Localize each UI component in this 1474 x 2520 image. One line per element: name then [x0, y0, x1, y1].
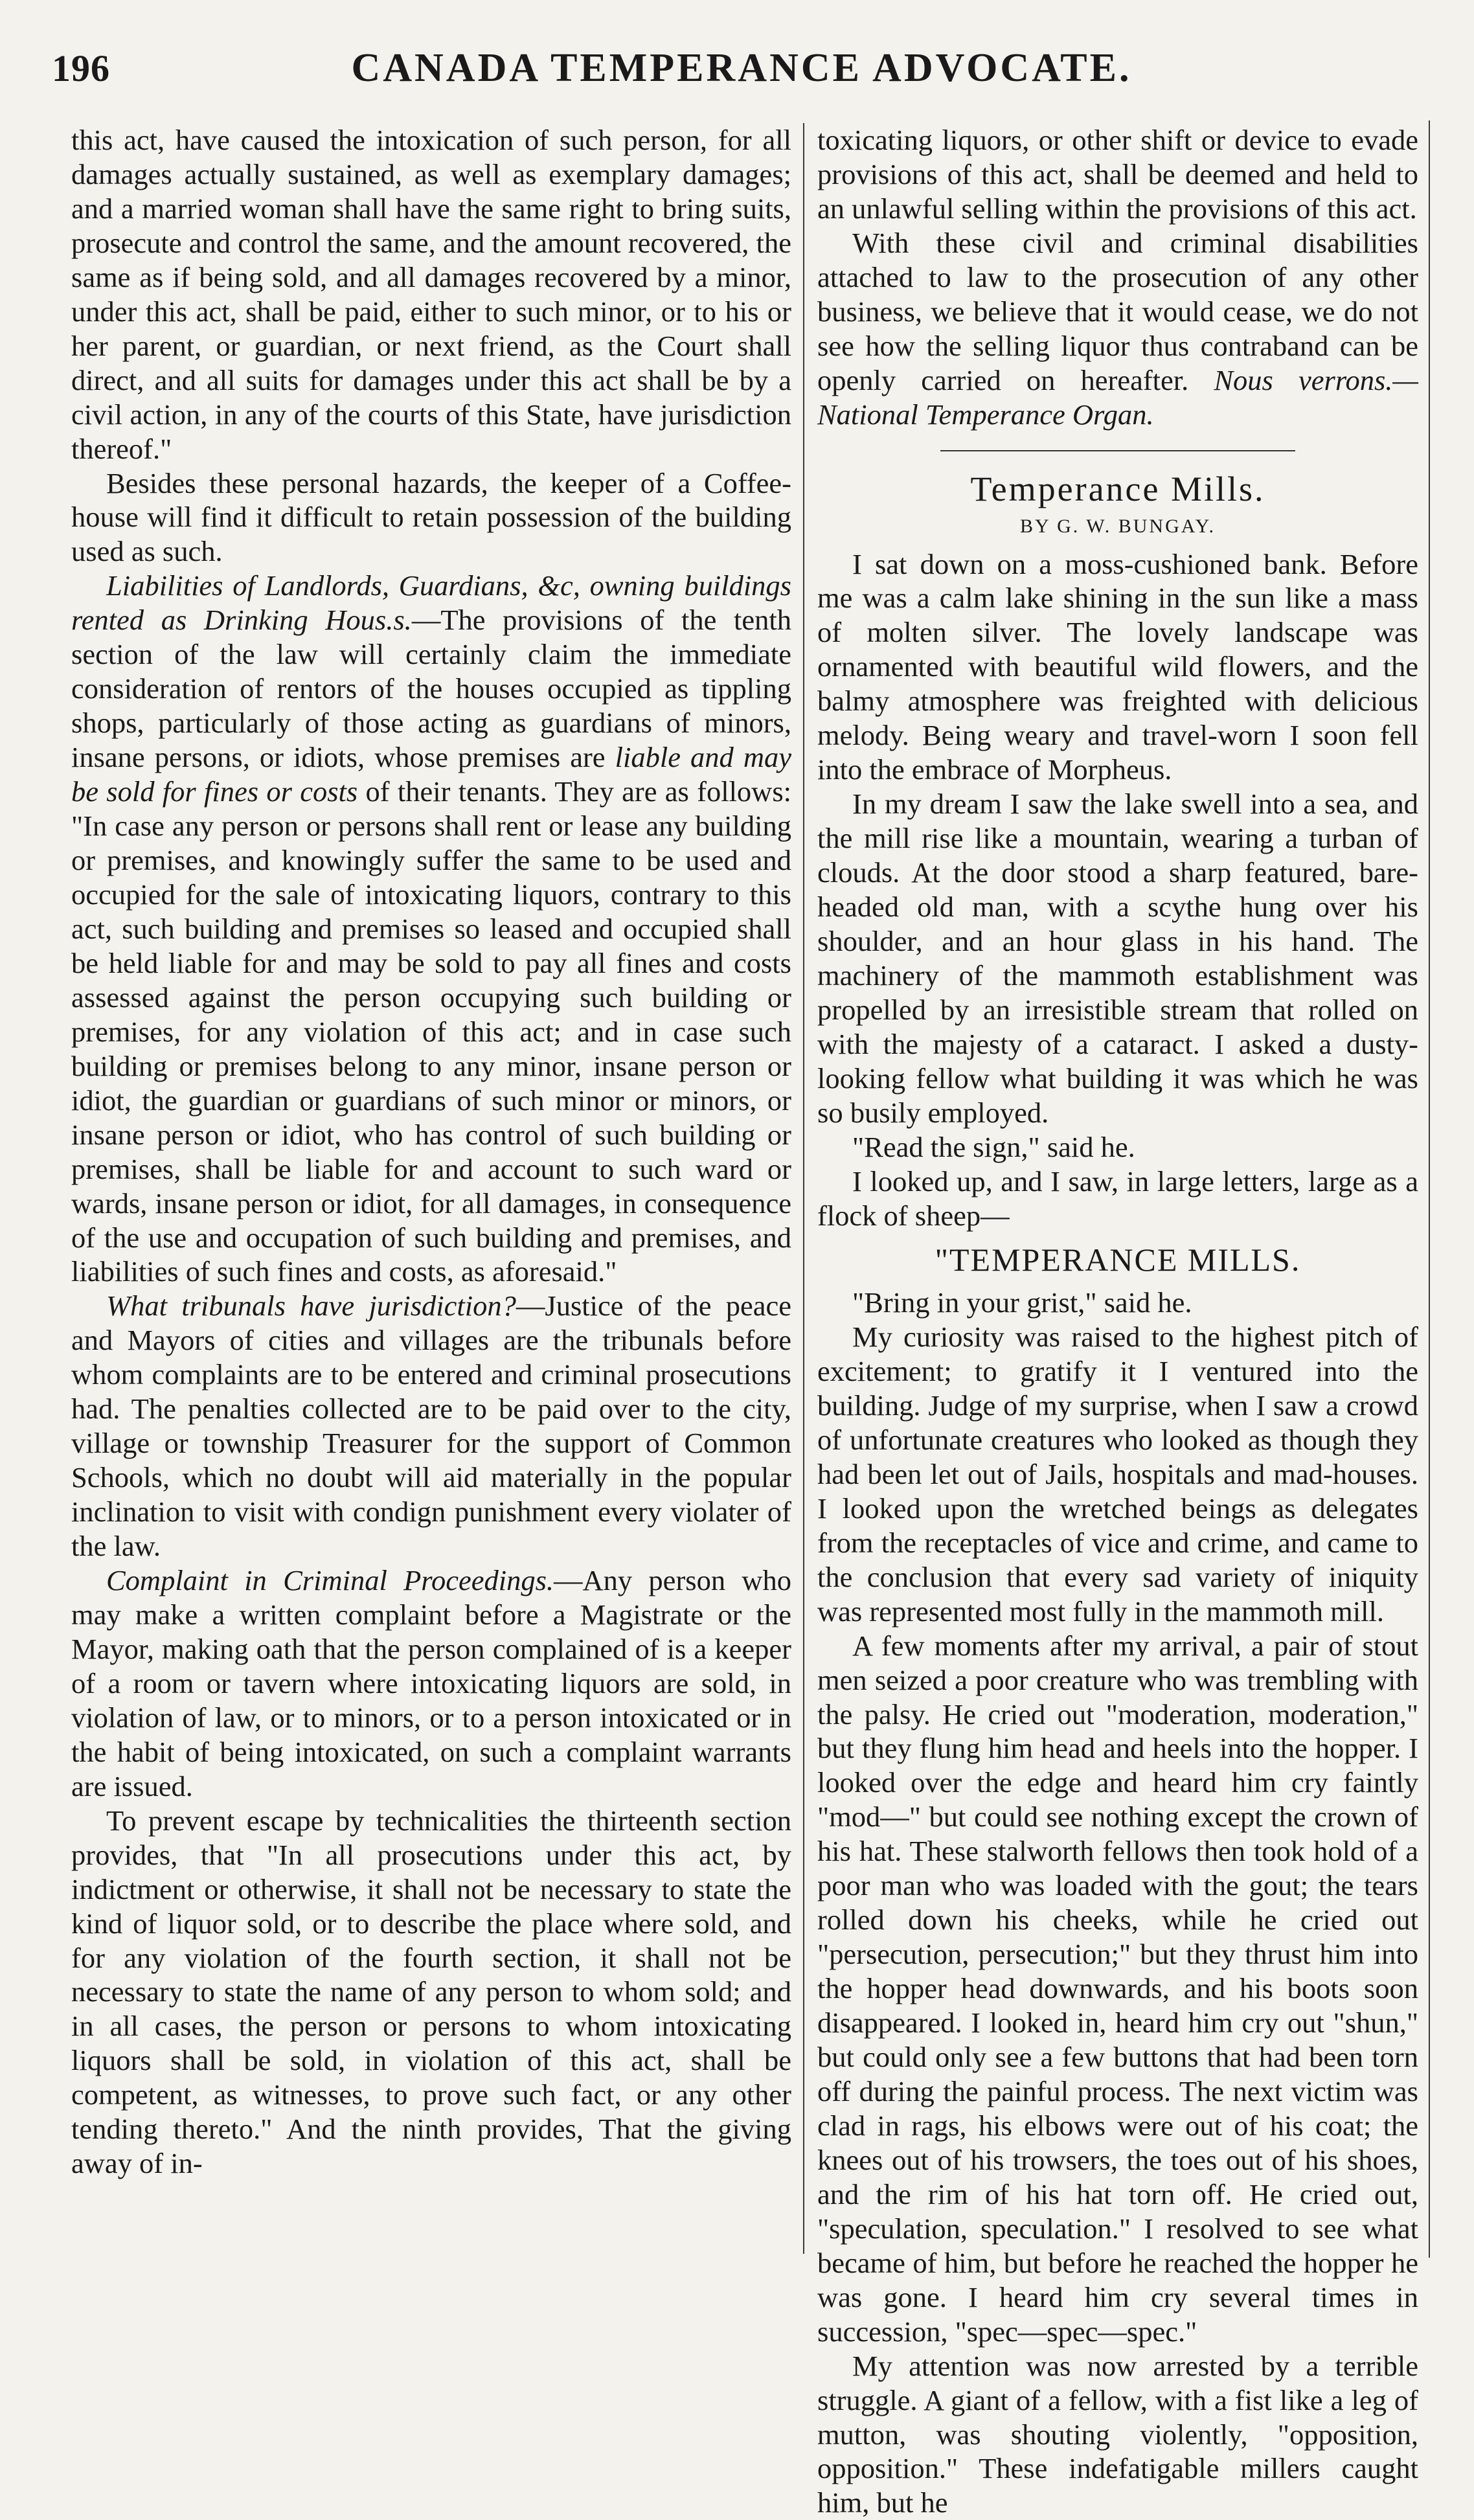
source-signature: Nous verrons.—National Temperance Organ.	[817, 363, 1418, 431]
paragraph-text: —The provisions of the tenth section of the law will certainly claim the immediate consideration of rentors of the houses occupied as tippling shops, particularly of those acting as guardians of minors, insane persons, or idiots, whose premises are	[71, 604, 791, 774]
left-column	[71, 123, 791, 2254]
section-heading: What tribunals have jurisdiction?	[106, 1289, 516, 1322]
mill-sign-text: "TEMPERANCE MILLS.	[935, 1241, 1301, 1278]
column-divider	[803, 123, 804, 2254]
paragraph: In my dream I saw the lake swell into a sea, and the mill rise like a mountain, wearing a turban of clouds. At the door stood a sharp featured, bare-headed old man, with a scythe hung over his shoulder, and an hour glass in his hand. The machinery of the mammoth establishment was propelled by an irresistible stream that rolled on with the majesty of a cataract. I asked a dusty-looking fellow what building it was which he was so busily employed.	[817, 788, 1418, 1129]
paragraph: My curiosity was raised to the highest pitch of excitement; to gratify it I ventured into the building. Judge of my surprise, when I saw a crowd of unfortunate creatures who looked as though they had been let out of Jails, hospitals and mad-houses. I looked upon the wretched beings as delegates from the receptacles of vice and crime, and came to the conclusion that every sad variety of iniquity was represented most fully in the mammoth mill.	[817, 1321, 1418, 1628]
right-edge-rule	[1429, 120, 1430, 2258]
paragraph: Besides these personal hazards, the keeper of a Coffee-house will find it difficult to retain possession of the building used as such.	[71, 466, 791, 568]
paragraph-text: —Any person who may make a written complaint before a Magistrate or the Mayor, making oath that the person complained of is a keeper of a room or tavern where intoxicating liquors are sold, in violation of law, or to minors, or to a person intoxicated or in the habit of being intoxicated, on such a complaint warrants are issued.	[71, 1564, 791, 1802]
section-heading: Complaint in Criminal Proceedings.	[106, 1564, 554, 1597]
paragraph	[71, 569, 791, 1289]
paragraph: "Read the sign," said he.	[852, 1130, 1135, 1163]
paragraph: toxicating liquors, or other shift or device to evade provisions of this act, shall be deemed and held to an unlawful selling within the provisions of this act.	[817, 124, 1418, 225]
paragraph-text: With these civil and criminal disabilities attached to law to the prosecution of any other business, we believe that it would cease, we do not see how the selling liquor thus contraband can be openly carried on hereafter.	[817, 226, 1418, 396]
paragraph: To prevent escape by technicalities the thirteenth section provides, that "In all prosecutions under this act, by indictment or otherwise, it shall not be necessary to state the kind of liquor sold, or to describe the place where sold, and for any violation of the fourth section, it shall not be necessary to state the name of any person to whom sold; and in all cases, the person or persons to whom intoxicating liquors shall be sold, in violation of this act, shall be competent, as witnesses, to prove such fact, or any other tending thereto." And the ninth provides, That the giving away of in-	[71, 1804, 791, 2180]
page-number: 196	[52, 47, 110, 89]
paragraph: I looked up, and I saw, in large letters, large as a flock of sheep—	[817, 1164, 1418, 1232]
paragraph	[71, 1289, 791, 1563]
paragraph: My attention was now arrested by a terrible struggle. A giant of a fellow, with a fist like a leg of mutton, was shouting violently, "opposition, opposition." These indefatigable millers caught him, but he	[817, 2349, 1418, 2519]
article-byline: BY G. W. BUNGAY.	[1020, 515, 1216, 537]
paragraph	[71, 1563, 791, 1804]
paragraph-text: of their tenants. They are as follows: "In case any person or persons shall rent or lease any building or premises, and knowingly suffer the same to be used and occupied for the sale of intoxicating liquors, contrary to this act, such building and premises so leased and occupied shall be held liable for and may be sold to pay all fines and costs assessed against the person occupying such building or premises, for any violation of this act; and in case such building or premises belong to any minor, insane person or idiot, the guardian or guardians of such minor or minors, or insane person or idiot, who has control of such building or premises, shall be liable for and account to such ward or wards, insane person or idiot, for all damages, in consequence of the use and occupation of such building and premises, and liabilities of such fines and costs, as aforesaid."	[71, 775, 792, 1288]
article-separator	[940, 450, 1295, 451]
paragraph: A few moments after my arrival, a pair of stout men seized a poor creature who was trembling with the palsy. He cried out "moderation, moderation," but they flung him head and heels into the hopper. I looked over the edge and heard him cry faintly "mod—" but could see nothing except the crown of his hat. These stalworth fellows then took hold of a poor man who was loaded with the gout; the tears rolled down his cheeks, while he cried out "persecution, persecution;" but they thrust him into the hopper head downwards, and his boots soon disappeared. I looked in, heard him cry out "shun," but could only see a few buttons that had been torn off during the painful process. The next victim was clad in rags, his elbows were out of his coat; the knees out of his trowsers, the toes out of his shoes, and the rim of his hat torn off. He cried out, "speculation, speculation." I resolved to see what became of him, but before he reached the hopper he was gone. I heard him cry several times in succession, "spec—spec—spec."	[817, 1629, 1418, 2348]
masthead	[52, 40, 1431, 105]
running-title: CANADA TEMPERANCE ADVOCATE.	[351, 46, 1132, 90]
section-heading: Liabilities of Landlords, Guardians, &c, owning buildings rented as Drinking Hous.s.	[71, 569, 791, 637]
paragraph	[817, 226, 1418, 432]
paragraph: I sat down on a moss-cushioned bank. Before me was a calm lake shining in the sun like a mass of molten silver. The lovely landscape was ornamented with beautiful wild flowers, and the balmy atmosphere was freighted with delicious melody. Being weary and travel-worn I soon fell into the embrace of Morpheus.	[817, 547, 1418, 786]
paragraph: "Bring in your grist," said he.	[852, 1286, 1192, 1319]
paragraph: this act, have caused the intoxication of such person, for all damages actually sustained, as well as exemplary damages; and a married woman shall have the same right to bring suits, prosecute and control the same, and the amount recovered, the same as if being sold, and all damages recovered by a minor, under this act, shall be paid, either to such minor, or to his or her parent, or guardian, or next friend, as the Court shall direct, and all suits for damages under this act shall be by a civil action, in any of the courts of this State, have jurisdiction thereof."	[71, 124, 791, 465]
right-column	[817, 123, 1418, 2519]
emphasis-text: liable and may be sold for fines or costs	[71, 741, 792, 808]
paragraph-text: —Justice of the peace and Mayors of cities and villages are the tribunals before whom complaints are to be entered and criminal prosecutions had. The penalties collected are to be paid over to the city, village or township Treasurer for the support of Common Schools, which no doubt will aid materially in the popular inclination to visit with condign punishment every violater of the law.	[71, 1289, 791, 1563]
article-title: Temperance Mills.	[970, 469, 1265, 508]
